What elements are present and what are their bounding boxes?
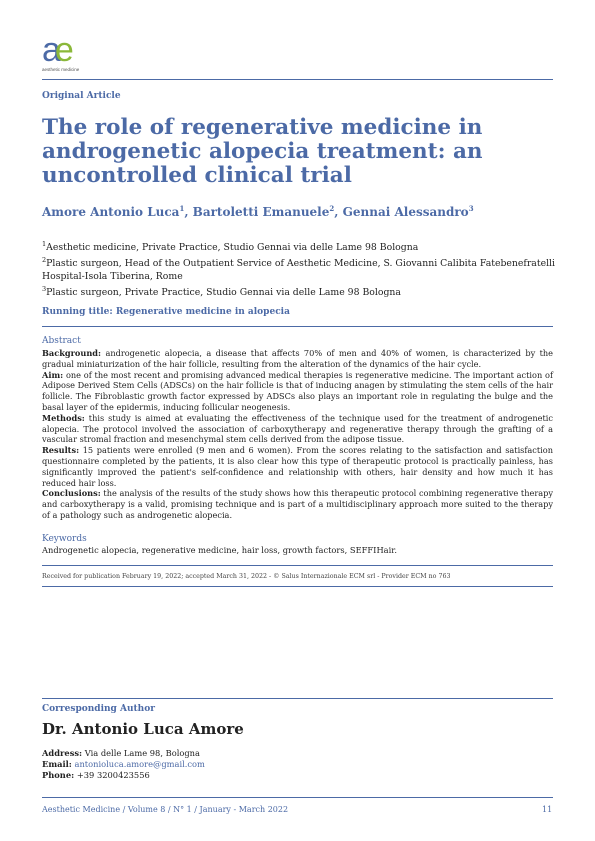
keywords-heading: Keywords [42,534,87,544]
corresponding-name: Dr. Antonio Luca Amore [42,720,244,738]
abstract-text: androgenetic alopecia, a disease that affects 70% of men and 40% of women, is characterized by the gradual miniaturization of the hair follicle, resulting from the alteration of the dynamics of the hair cycle. [42,348,554,369]
abstract-methods [42,413,553,445]
affiliation-number: 3 [42,285,47,294]
header-divider [42,79,553,80]
phone-value: +39 3200423556 [76,770,150,780]
author-affil-ref: 2 [329,204,335,213]
author-name: Bartoletti Emanuele [192,205,330,219]
contact-label: Email: [42,759,72,769]
corresponding-heading: Corresponding Author [42,704,155,714]
abstract-heading: Abstract [42,336,81,346]
abstract-text: this study is aimed at evaluating the effectiveness of the technique used for the treatment of androgenetic alopecia. The protocol involved the association of carboxytherapy and regenerative therapy through the grafting of a vascular stromal fraction and mesenchymal stem cells derived from the adipose tissue. [42,412,553,445]
abstract-aim [42,370,553,413]
affiliation-text: Plastic surgeon, Private Practice, Studio Gennai via delle Lame 98 Bologna [46,287,401,299]
logo-mark [42,33,68,67]
address-value: Via delle Lame 98, Bologna [84,748,200,758]
contact-block [42,748,205,781]
abstract-text: one of the most recent and promising advanced medical therapies is regenerative medicine. The important action of Adipose Derived Stem Cells (ADSCs) on the hair follicle is that of inducing anagen by stimulating the stem cells of the hair follicle. The Fibroblastic growth factor expressed by ADSCs also plays an important role in regulating the bulge and the basal layer of the epidermis, inducing follicular neogenesis. [42,369,553,412]
contact-email [42,759,205,770]
footer-journal: Aesthetic Medicine / Volume 8 / N° 1 / January - March 2022 [42,805,289,814]
abstract-label: Results: [42,445,80,456]
abstract-results [42,445,553,488]
contact-label: Address: [42,748,83,758]
abstract-label: Background: [42,348,102,358]
keywords-divider [42,565,553,566]
abstract-label: Conclusions: [42,488,101,499]
email-link[interactable]: antonioluca.amore@gmail.com [74,759,205,769]
abstract-background [42,348,553,370]
received-note: Received for publication February 19, 2022; accepted March 31, 2022 - © Salus Internazionale ECM srl - Provider ECM no 763 [42,573,451,580]
abstract-divider-top [42,326,553,327]
keywords-text: Androgenetic alopecia, regenerative medicine, hair loss, growth factors, SEFFIHair. [42,545,397,555]
affiliation-number: 2 [42,256,47,265]
page-number: 11 [542,805,553,814]
contact-address [42,748,205,759]
article-type: Original Article [42,91,121,101]
affiliation-text: Aesthetic medicine, Private Practice, Studio Gennai via delle Lame 98 Bologna [46,242,419,254]
running-title: Running title: Regenerative medicine in alopecia [42,307,290,317]
contact-phone [42,770,205,781]
contact-label: Phone: [42,770,75,780]
author-affil-ref: 1 [179,204,185,213]
received-divider [42,586,553,587]
logo-subtitle: aesthetic medicine [42,67,80,72]
logo-letter-a: a [42,31,55,69]
affiliation-text: Plastic surgeon, Head of the Outpatient Service of Aesthetic Medicine, S. Giovanni Calibita Fatebenefratelli Hospital-Isola Tiberina, Rome [42,258,556,283]
affiliation-item [42,254,557,283]
affiliation-list [42,238,557,299]
abstract-body [42,348,553,521]
logo-letter-e: e [54,31,68,69]
abstract-text: 15 patients were enrolled (9 men and 6 women). From the scores relating to the satisfaction and satisfaction questionnaire completed by the patients, it is also clear how this type of therapeutic protocol is practically painless, has significantly improved the patient's self-confidence and relationship with others, hair density and how much it has reduced hair loss. [42,445,553,488]
author-name: Amore Antonio Luca [42,205,180,219]
abstract-conclusions [42,488,553,520]
journal-logo [42,33,102,75]
article-title: The role of regenerative medicine in androgenetic alopecia treatment: an uncontrolled clinical trial [42,115,483,188]
abstract-label: Methods: [42,412,85,423]
corresponding-divider [42,698,553,699]
affiliation-item [42,283,557,299]
abstract-text: the analysis of the results of the study shows how this therapeutic protocol combining regenerative therapy and carboxytherapy is a valid, promising technique and is part of a multidisciplinary approach more suited to the therapy of a pathology such as androgenetic alopecia. [42,488,553,520]
abstract-label: Aim: [42,369,64,380]
author-name: Gennai Alessandro [342,205,469,219]
affiliation-item [42,238,557,254]
affiliation-number: 1 [42,240,47,248]
author-list: Amore Antonio Luca$^1$, Bartoletti Emanuele$^2$, Gennai Alessandro$^3$ [42,204,474,219]
footer-divider [42,797,553,798]
author-affil-ref: 3 [468,204,474,213]
